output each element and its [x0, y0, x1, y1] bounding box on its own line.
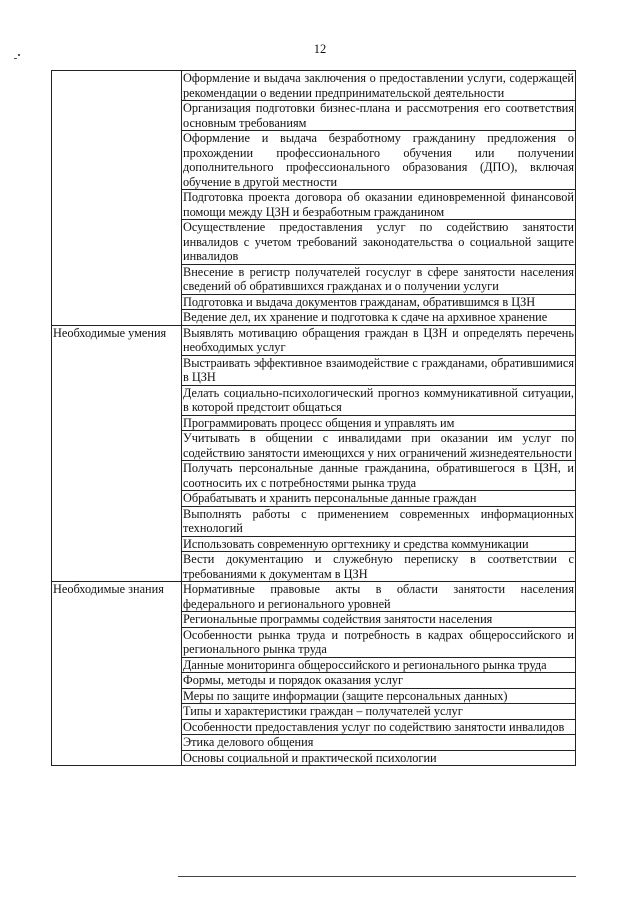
table-cell-item: Программировать процесс общения и управлять им	[182, 415, 576, 431]
table-cell-item: Использовать современную оргтехнику и средства коммуникации	[182, 536, 576, 552]
bottom-rule	[178, 876, 576, 877]
table-cell-item: Формы, методы и порядок оказания услуг	[182, 673, 576, 689]
table-cell-item: Этика делового общения	[182, 735, 576, 751]
section-heading: Необходимые умения	[52, 325, 182, 582]
table-cell-item: Вести документацию и служебную переписку в соответствии с требованиями к документам в ЦЗН	[183, 552, 574, 581]
table-cell-item: Особенности рынка труда и потребность в кадрах общероссийского и регионального рынка труда	[183, 627, 574, 656]
section-heading: Необходимые знания	[52, 582, 182, 766]
requirements-table	[51, 70, 576, 766]
table-cell-item: Осуществление предоставления услуг по содействию занятости инвалидов с учетом требований законодательства о социальной защите инвалидов	[183, 220, 574, 263]
page-number: 12	[313, 42, 327, 56]
table-cell-item: Внесение в регистр получателей госуслуг в сфере занятости населения сведений об обратившихся гражданах и о получении услуги	[183, 264, 574, 293]
table-cell-item: Оформление и выдача безработному гражданину предложения о прохождении профессионального обучения или получении дополнительного профессионального образования (ДПО), включая обучение в другой местности	[183, 131, 574, 189]
table-row	[52, 582, 576, 612]
table-row	[52, 71, 576, 101]
scan-mark	[14, 58, 17, 59]
table-cell-item: Учитывать в общении с инвалидами при оказании им услуг по содействию занятости имеющихся у них ограничений жизнедеятельности	[183, 431, 574, 460]
table-cell-item: Нормативные правовые акты в области занятости населения федерального и регионального уровней	[183, 582, 574, 611]
table-cell-item: Данные мониторинга общероссийского и регионального рынка труда	[182, 657, 576, 673]
table-cell-item: Выполнять работы с применением современных информационных технологий	[183, 506, 574, 535]
table-cell-item: Особенности предоставления услуг по содействию занятости инвалидов	[182, 719, 576, 735]
table-cell-item: Делать социально-психологический прогноз коммуникативной ситуации, в которой предстоит общаться	[183, 385, 574, 414]
table-cell-item: Ведение дел, их хранение и подготовка к сдаче на архивное хранение	[182, 310, 576, 326]
table-cell-item: Получать персональные данные гражданина, обратившегося в ЦЗН, и соотносить их с потребностями рынка труда	[183, 461, 574, 490]
table-row	[52, 325, 576, 355]
table-cell-item: Подготовка проекта договора об оказании единовременной финансовой помощи между ЦЗН и безработным гражданином	[183, 190, 574, 219]
table-cell-item: Региональные программы содействия занятости населения	[182, 612, 576, 628]
table-cell-item: Выявлять мотивацию обращения граждан в ЦЗН и определять перечень необходимых услуг	[183, 325, 574, 354]
table-cell-item: Типы и характеристики граждан – получателей услуг	[182, 704, 576, 720]
section-heading	[52, 71, 182, 326]
table-cell-item: Основы социальной и практической психологии	[182, 750, 576, 766]
table-cell-item: Оформление и выдача заключения о предоставлении услуги, содержащей рекомендации о ведении предпринимательской деятельности	[183, 71, 574, 100]
table-cell-item: Меры по защите информации (защите персональных данных)	[182, 688, 576, 704]
table-cell-item: Организация подготовки бизнес-плана и рассмотрения его соответствия основным требованиям	[183, 101, 574, 130]
table-cell-item: Подготовка и выдача документов гражданам, обратившимся в ЦЗН	[182, 294, 576, 310]
table-cell-item: Выстраивать эффективное взаимодействие с гражданами, обратившимися в ЦЗН	[183, 355, 574, 384]
table-cell-item: Обрабатывать и хранить персональные данные граждан	[182, 491, 576, 507]
